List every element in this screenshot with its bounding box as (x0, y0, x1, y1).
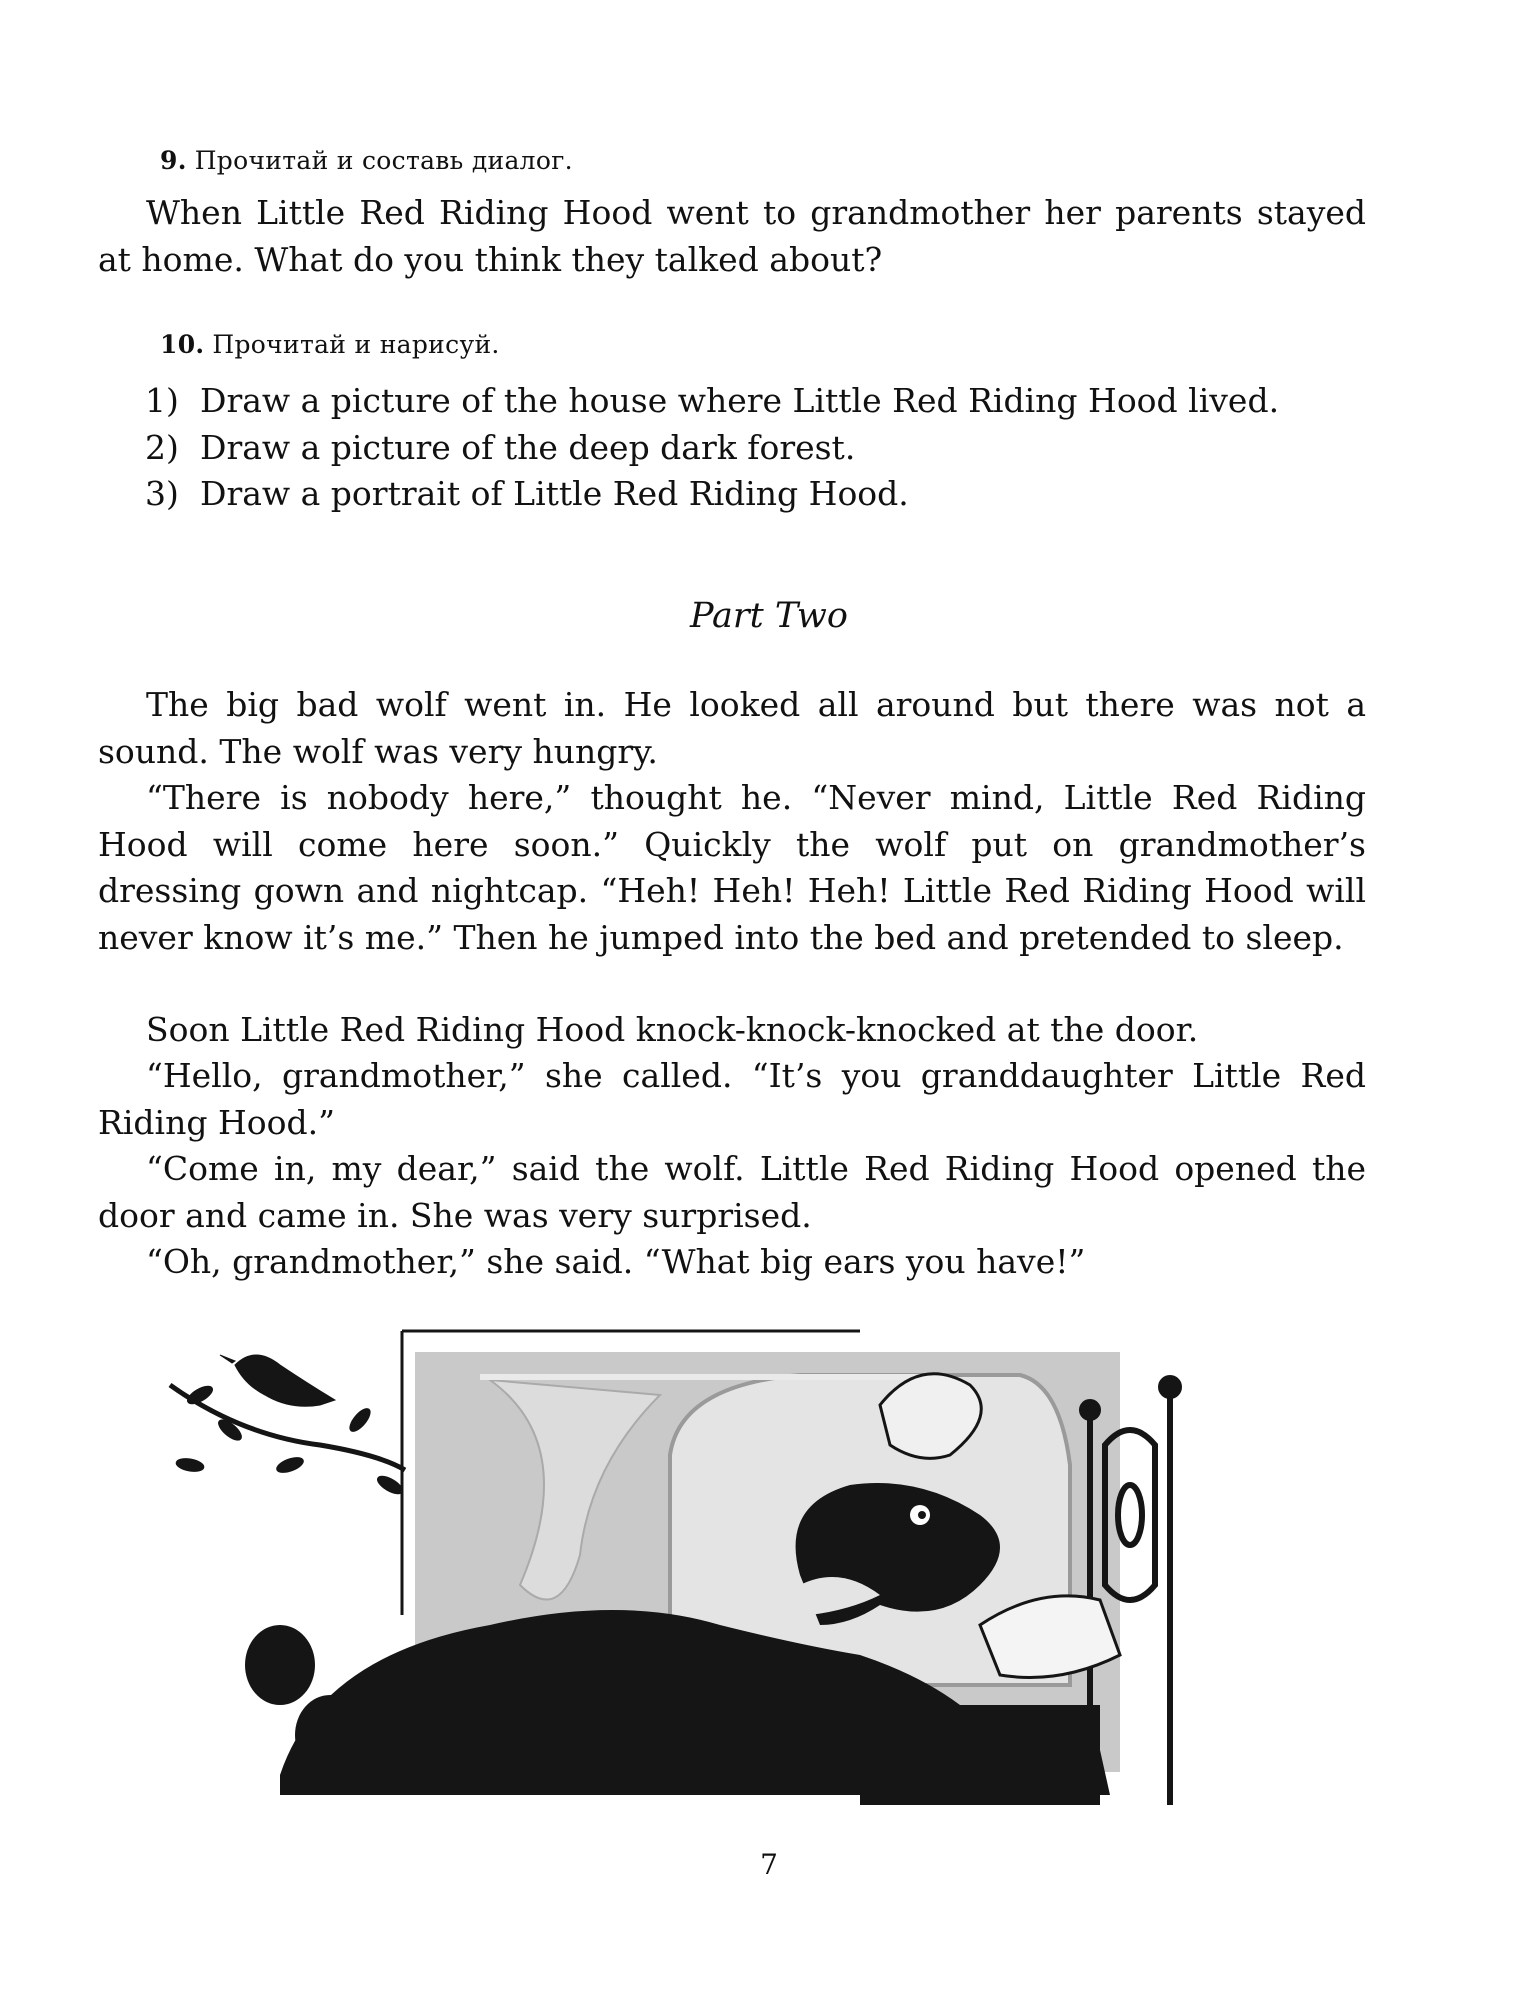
leaf (275, 1455, 305, 1476)
task-text: Draw a picture of the house where Little Red Riding Hood lived. (200, 381, 1280, 420)
wolf-foot (245, 1625, 315, 1705)
task-text: Draw a portrait of Little Red Riding Hood. (200, 474, 909, 513)
exercise-9-text: When Little Red Riding Hood went to grandmother her parents stayed at home. What do you think they talked about? (98, 193, 1366, 279)
task-item (145, 471, 1279, 518)
task-item (145, 425, 1279, 472)
bird-on-branch (170, 1355, 405, 1497)
page-number: 7 (760, 1848, 778, 1881)
task-number: 3) (145, 474, 179, 513)
leaf (346, 1405, 373, 1434)
wolf-in-bed-illustration (160, 1325, 1200, 1825)
wolf-foot (295, 1695, 365, 1775)
bedpost-knob (1082, 1402, 1098, 1418)
story-paragraph: “Oh, grandmother,” she said. “What big ears you have!” (146, 1242, 1086, 1281)
exercise-9-heading (160, 146, 573, 175)
task-text: Draw a picture of the deep dark forest. (200, 427, 856, 467)
exercise-10-instruction: Прочитай и нарисуй. (212, 330, 500, 359)
wolf-eye-pupil (918, 1511, 926, 1519)
story-paragraph: Soon Little Red Riding Hood knock-knock-knocked at the door. (146, 1010, 1199, 1049)
exercise-9-instruction: Прочитай и составь диалог. (194, 146, 573, 175)
exercise-10-task-list (145, 378, 1279, 518)
task-number: 1) (145, 381, 179, 420)
leaf (175, 1457, 205, 1474)
story-paragraph: “Hello, grandmother,” she called. “It’s you granddaughter Little Red Riding Hood.” (98, 1056, 1366, 1142)
story-paragraph: “There is nobody here,” thought he. “Never mind, Little Red Riding Hood will come here soon.” Quickly the wolf put on grandmother’s dressing gown and nightcap. “Heh! Heh! Heh! Little Red Riding Hood will never know it’s me.” Then he jumped into the bed and pretended to sleep. (98, 778, 1366, 957)
exercise-9-number: 9. (160, 146, 187, 175)
bird (235, 1355, 335, 1406)
exercise-10-number: 10. (160, 330, 205, 359)
task-number: 2) (145, 427, 179, 467)
story-paragraph: The big bad wolf went in. He looked all around but there was not a sound. The wolf was very hungry. (98, 685, 1366, 771)
bedpost-knob (1161, 1378, 1179, 1396)
bird-beak (220, 1355, 235, 1363)
part-title: Part Two (690, 596, 848, 636)
bed-frame (860, 1705, 1100, 1805)
story-paragraph: “Come in, my dear,” said the wolf. Little Red Riding Hood opened the door and came in. She was very surprised. (98, 1149, 1366, 1235)
headboard-oval (1118, 1485, 1142, 1545)
exercise-10-heading (160, 330, 500, 359)
task-item (145, 378, 1279, 425)
